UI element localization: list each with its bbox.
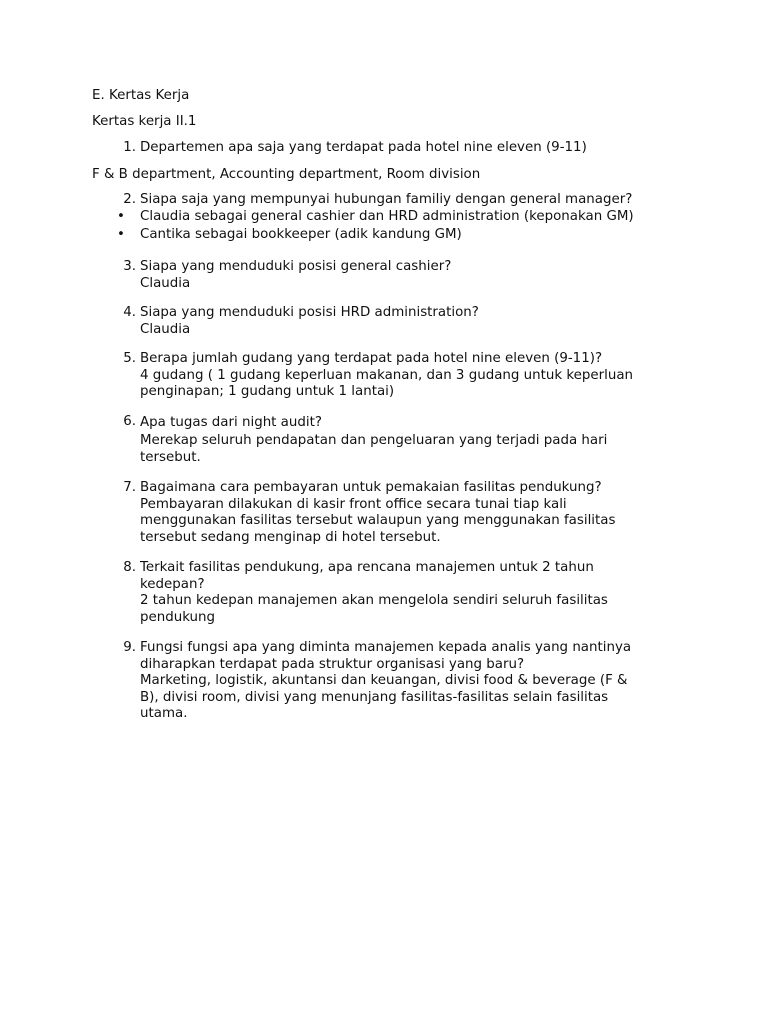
answer-text: Merekap seluruh pendapatan dan pengeluaran yang terjadi pada hari xyxy=(140,432,608,448)
answer-1: F & B department, Accounting department, Room division xyxy=(92,167,481,182)
answer-text: Pembayaran dilakukan di kasir front office secara tunai tiap kali xyxy=(140,496,567,512)
question-text: Departemen apa saja yang terdapat pada hotel nine eleven (9-11) xyxy=(140,140,587,155)
question-text: Siapa yang menduduki posisi HRD administration? xyxy=(140,305,479,320)
bullet-icon: • xyxy=(117,227,125,242)
answer-text: B), divisi room, divisi yang menunjang fasilitas-fasilitas selain fasilitas xyxy=(140,689,609,705)
question-text: Siapa saja yang mempunyai hubungan familiy dengan general manager? xyxy=(140,192,633,207)
answer-text: tersebut. xyxy=(140,450,201,465)
question-text: Siapa yang menduduki posisi general cashier? xyxy=(140,259,452,274)
question-number: 3. xyxy=(123,259,136,274)
question-text: Terkait fasilitas pendukung, apa rencana manajemen untuk 2 tahun xyxy=(140,560,594,575)
worksheet-title: Kertas kerja II.1 xyxy=(92,114,197,129)
answer-text: Claudia xyxy=(140,275,191,291)
question-text: Apa tugas dari night audit? xyxy=(140,415,322,430)
answer-text: 2 tahun kedepan manajemen akan mengelola sendiri seluruh fasilitas xyxy=(140,593,608,608)
answer-text: penginapan; 1 gudang untuk 1 lantai) xyxy=(140,384,395,399)
question-number: 2. xyxy=(123,192,136,207)
question-text: Berapa jumlah gudang yang terdapat pada hotel nine eleven (9-11)? xyxy=(140,351,603,366)
question-text: Bagaimana cara pembayaran untuk pemakaian fasilitas pendukung? xyxy=(140,480,602,495)
question-number: 8. xyxy=(123,560,136,575)
answer-text: Marketing, logistik, akuntansi dan keuangan, divisi food & beverage (F & xyxy=(140,673,628,688)
section-heading: E. Kertas Kerja xyxy=(92,88,190,103)
question-number: 9. xyxy=(123,640,136,655)
question-text: kedepan? xyxy=(140,576,205,592)
question-number: 1. xyxy=(123,140,136,155)
question-number: 4. xyxy=(123,305,136,320)
question-number: 5. xyxy=(123,351,136,366)
answer-text: pendukung xyxy=(140,609,216,625)
question-number: 6. xyxy=(123,414,136,429)
question-text: diharapkan terdapat pada struktur organisasi yang baru? xyxy=(140,656,525,672)
bullet-icon: • xyxy=(117,209,125,224)
question-text: Fungsi fungsi apa yang diminta manajemen kepada analis yang nantinya xyxy=(140,640,632,655)
question-number: 7. xyxy=(123,480,136,495)
document-page: E. Kertas Kerja Kertas kerja II.1 1. Departemen apa saja yang terdapat pada hotel nine eleven (9-11) F & B department, Accounting department, Room division 2. Siapa saja yang mempunyai hubungan familiy dengan general manager? • Claudia sebagai general cashier dan HRD administration (keponakan GM) • Cantika sebagai bookkeeper (adik kandung GM) 3. Siapa yang menduduki posisi general cashier? Claudia 4. Siapa yang menduduki posisi HRD administration? Claudia 5. Berapa jumlah gudang yang terdapat pada hotel nine eleven (9-11)? 4 gudang ( 1 gudang keperluan makanan, dan 3 gudang untuk keperluan penginapan; 1 gudang untuk 1 lantai) 6. Apa tugas dari night audit? Merekap seluruh pendapatan dan pengeluaran yang terjadi pada hari tersebut. 7. Bagaimana cara pembayaran untuk pemakaian fasilitas pendukung? Pembayaran dilakukan di kasir front office secara tunai tiap kali menggunakan fasilitas tersebut walaupun yang menggunakan fasilitas tersebut sedang menginap di hotel tersebut. 8. Terkait fasilitas pendukung, apa rencana manajemen untuk 2 tahun kedepan? 2 tahun kedepan manajemen akan mengelola sendiri seluruh fasilitas pendukung 9. Fungsi fungsi apa yang diminta manajemen kepada analis yang nantinya diharapkan terdapat pada struktur organisasi yang baru? Marketing, logistik, akuntansi dan keuangan, divisi food & beverage (F & B), divisi room, divisi yang menunjang fasilitas-fasilitas selain fasilitas utama. xyxy=(0,0,768,1024)
answer-text: 4 gudang ( 1 gudang keperluan makanan, dan 3 gudang untuk keperluan xyxy=(140,367,634,383)
answer-text: tersebut sedang menginap di hotel tersebut. xyxy=(140,529,441,545)
answer-text: menggunakan fasilitas tersebut walaupun yang menggunakan fasilitas xyxy=(140,513,616,528)
answer-text: Claudia xyxy=(140,321,191,337)
answer-text: utama. xyxy=(140,706,188,721)
